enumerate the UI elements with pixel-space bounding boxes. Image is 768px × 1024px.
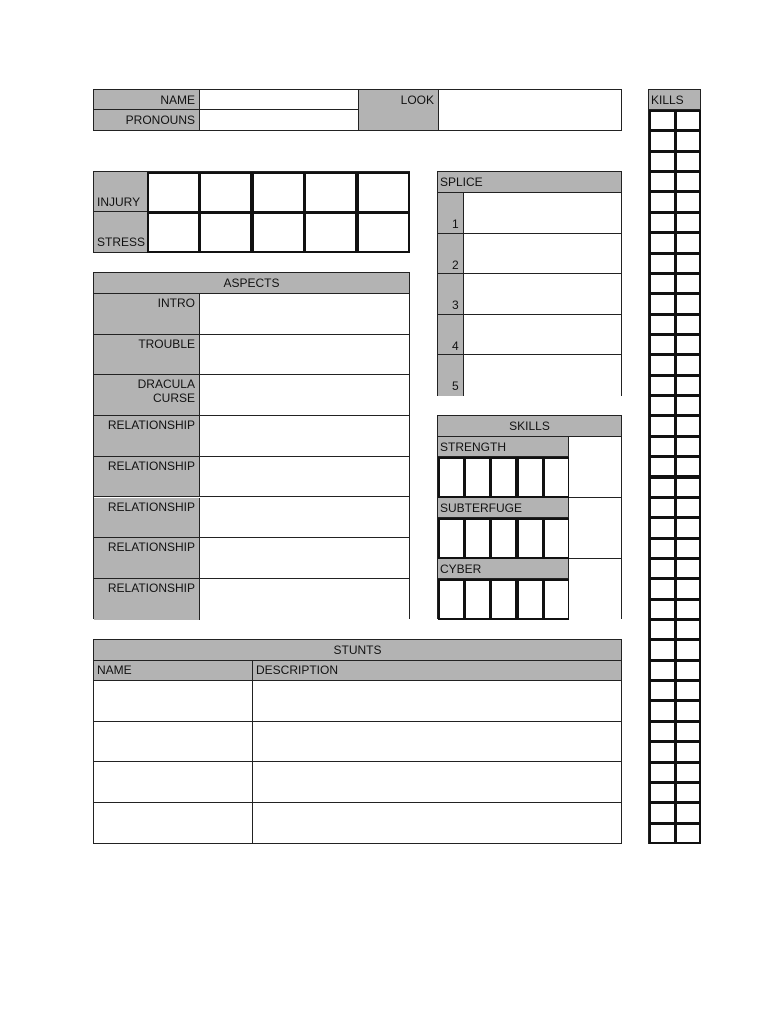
stunts-header-label: STUNTS [333,643,382,657]
kill-checkbox[interactable] [675,436,702,457]
aspect-field[interactable] [200,579,409,620]
kill-checkbox[interactable] [649,232,676,253]
kill-checkbox[interactable] [649,660,676,681]
kill-checkbox[interactable] [675,741,702,762]
kill-checkbox[interactable] [675,273,702,294]
kill-checkbox[interactable] [675,191,702,212]
aspect-label: DRACULA CURSE [137,377,195,406]
skill-label-cell [438,498,569,518]
identity-block [93,89,622,131]
kill-checkbox[interactable] [675,212,702,233]
kill-checkbox[interactable] [675,151,702,172]
stunt-name-field[interactable] [94,803,253,844]
kill-checkbox[interactable] [649,171,676,192]
skill-label: CYBER [440,562,482,576]
kill-checkbox[interactable] [649,497,676,518]
stress-box[interactable] [304,212,357,253]
kill-checkbox[interactable] [649,802,676,823]
kill-checkbox[interactable] [675,130,702,151]
skill-box[interactable] [517,579,544,620]
kill-checkbox[interactable] [675,578,702,599]
splice-number: 5 [452,379,459,394]
splice-number: 2 [452,257,459,272]
splice-number-cell [438,193,464,234]
kill-checkbox[interactable] [675,334,702,355]
kill-checkbox[interactable] [649,721,676,742]
kill-checkbox[interactable] [675,538,702,559]
splice-field[interactable] [464,355,621,396]
kill-checkbox[interactable] [649,782,676,803]
kill-checkbox[interactable] [649,517,676,538]
stress-label: STRESS [97,235,146,249]
stunt-name-field[interactable] [94,681,253,722]
skill-box[interactable] [490,579,517,620]
skill-label: SUBTERFUGE [440,501,523,515]
stunts-name-col-header [94,661,253,681]
skill-label-cell [438,437,569,457]
kill-checkbox[interactable] [649,762,676,783]
splice-number: 3 [452,298,459,313]
kill-checkbox[interactable] [649,619,676,640]
kill-checkbox[interactable] [675,477,702,498]
splice-number: 1 [452,217,459,231]
splice-field[interactable] [464,315,621,356]
aspect-label-cell [94,457,200,498]
kill-checkbox[interactable] [649,110,676,131]
stunts-block [93,639,622,844]
pronouns-label: PRONOUNS [125,113,195,127]
kill-checkbox[interactable] [649,151,676,172]
stress-box[interactable] [199,212,252,253]
pronouns-field[interactable] [200,110,359,130]
injury-box[interactable] [199,172,252,213]
splice-header-label: SPLICE [440,175,483,189]
look-field[interactable] [439,90,621,130]
aspect-label: RELATIONSHIP [107,580,195,595]
skill-rating-field[interactable] [569,498,621,559]
kill-checkbox[interactable] [675,110,702,131]
kill-checkbox[interactable] [675,375,702,396]
kill-checkbox[interactable] [675,517,702,538]
kill-checkbox[interactable] [649,436,676,457]
aspects-block [93,272,410,619]
aspect-label: INTRO [157,296,195,310]
stunt-name-field[interactable] [94,762,253,803]
kill-checkbox[interactable] [675,456,702,477]
aspect-label-cell [94,498,200,539]
skill-box[interactable] [543,518,570,559]
aspect-field[interactable] [200,294,409,335]
pronouns-label-cell [94,110,200,130]
splice-field[interactable] [464,234,621,275]
aspect-label-cell [94,579,200,620]
splice-block [437,171,622,396]
kill-checkbox[interactable] [675,802,702,823]
stunts-description-col-label: DESCRIPTION [256,663,339,677]
kill-checkbox[interactable] [649,477,676,498]
name-label-cell [94,90,200,110]
aspect-label: TROUBLE [138,336,195,351]
kill-checkbox[interactable] [649,191,676,212]
skill-box[interactable] [464,457,491,498]
aspect-label-cell [94,294,200,335]
splice-number-cell [438,234,464,275]
splice-number-cell [438,315,464,356]
kill-checkbox[interactable] [675,395,702,416]
aspect-field[interactable] [200,375,409,416]
skill-box[interactable] [464,579,491,620]
skill-box[interactable] [490,457,517,498]
aspect-field[interactable] [200,498,409,539]
stress-box[interactable] [357,212,410,253]
kill-checkbox[interactable] [649,253,676,274]
kill-checkbox[interactable] [675,171,702,192]
kills-header-label: KILLS [651,93,684,107]
skills-block [437,415,622,619]
kill-checkbox[interactable] [649,354,676,375]
splice-field[interactable] [464,274,621,315]
kill-checkbox[interactable] [649,538,676,559]
stress-box[interactable] [147,212,200,253]
kills-block [648,89,701,844]
kill-checkbox[interactable] [649,639,676,660]
kills-header [649,90,700,110]
splice-number-cell [438,355,464,396]
kill-checkbox[interactable] [649,314,676,335]
kill-checkbox[interactable] [675,680,702,701]
kill-checkbox[interactable] [675,314,702,335]
kill-checkbox[interactable] [675,558,702,579]
aspect-label-cell [94,335,200,376]
kill-checkbox[interactable] [675,660,702,681]
aspect-label: RELATIONSHIP [107,458,195,473]
name-label: NAME [160,93,195,107]
aspect-label: RELATIONSHIP [107,540,195,555]
stunt-description-field[interactable] [253,722,621,763]
kill-checkbox[interactable] [649,680,676,701]
kill-checkbox[interactable] [649,456,676,477]
kill-checkbox[interactable] [675,619,702,640]
skill-box[interactable] [438,457,465,498]
skill-box[interactable] [438,518,465,559]
kill-checkbox[interactable] [649,741,676,762]
kill-checkbox[interactable] [675,700,702,721]
kill-checkbox[interactable] [675,721,702,742]
kill-checkbox[interactable] [649,415,676,436]
aspect-field[interactable] [200,538,409,579]
kill-checkbox[interactable] [675,782,702,803]
name-field[interactable] [200,90,359,110]
splice-header [438,172,621,193]
kill-checkbox[interactable] [675,354,702,375]
kill-checkbox[interactable] [649,375,676,396]
aspect-field[interactable] [200,416,409,457]
stunt-description-field[interactable] [253,681,621,722]
stunt-description-field[interactable] [253,762,621,803]
kill-checkbox[interactable] [649,578,676,599]
kill-checkbox[interactable] [649,334,676,355]
skill-rating-field[interactable] [569,559,621,620]
stunts-name-col-label: NAME [97,663,132,677]
kill-checkbox[interactable] [675,639,702,660]
stunts-header [94,640,621,661]
kill-checkbox[interactable] [649,599,676,620]
skill-box[interactable] [464,518,491,559]
skill-label: STRENGTH [440,440,506,454]
kill-checkbox[interactable] [649,558,676,579]
aspect-field[interactable] [200,335,409,376]
skill-rating-field[interactable] [569,437,621,498]
kill-checkbox[interactable] [675,232,702,253]
aspects-header-label: ASPECTS [223,276,280,290]
stunts-description-col-header [253,661,621,681]
stunt-name-field[interactable] [94,722,253,763]
aspect-label-cell [94,375,200,416]
injury-box[interactable] [252,172,305,213]
kill-checkbox[interactable] [675,762,702,783]
kill-checkbox[interactable] [649,212,676,233]
kill-checkbox[interactable] [649,823,676,844]
aspect-label: RELATIONSHIP [107,418,195,433]
injury-label: INJURY [97,195,141,209]
skill-box[interactable] [517,518,544,559]
aspect-label-cell [94,416,200,457]
skills-header [438,416,621,437]
kill-checkbox[interactable] [649,395,676,416]
kill-checkbox[interactable] [675,497,702,518]
kill-checkbox[interactable] [675,599,702,620]
kill-checkbox[interactable] [649,130,676,151]
splice-number-cell [438,274,464,315]
skill-box[interactable] [438,579,465,620]
stunt-description-field[interactable] [253,803,621,844]
look-label: LOOK [400,93,434,107]
injury-box[interactable] [304,172,357,213]
stress-box[interactable] [252,212,305,253]
splice-number: 4 [452,338,459,353]
skill-box[interactable] [543,579,570,620]
injury-box[interactable] [147,172,200,213]
kill-checkbox[interactable] [649,700,676,721]
skills-header-label: SKILLS [509,419,550,433]
kill-checkbox[interactable] [675,293,702,314]
kill-checkbox[interactable] [675,823,702,844]
skill-box[interactable] [543,457,570,498]
kill-checkbox[interactable] [675,415,702,436]
aspect-label: RELATIONSHIP [107,499,195,514]
look-label-cell [359,90,439,130]
aspect-label-cell [94,538,200,579]
skill-label-cell [438,559,569,579]
kill-checkbox[interactable] [649,273,676,294]
skill-box[interactable] [517,457,544,498]
skill-box[interactable] [490,518,517,559]
injury-box[interactable] [357,172,410,213]
splice-field[interactable] [464,193,621,234]
kill-checkbox[interactable] [675,253,702,274]
tracks-block [93,171,410,253]
aspect-field[interactable] [200,457,409,498]
aspects-header [94,273,409,294]
kill-checkbox[interactable] [649,293,676,314]
